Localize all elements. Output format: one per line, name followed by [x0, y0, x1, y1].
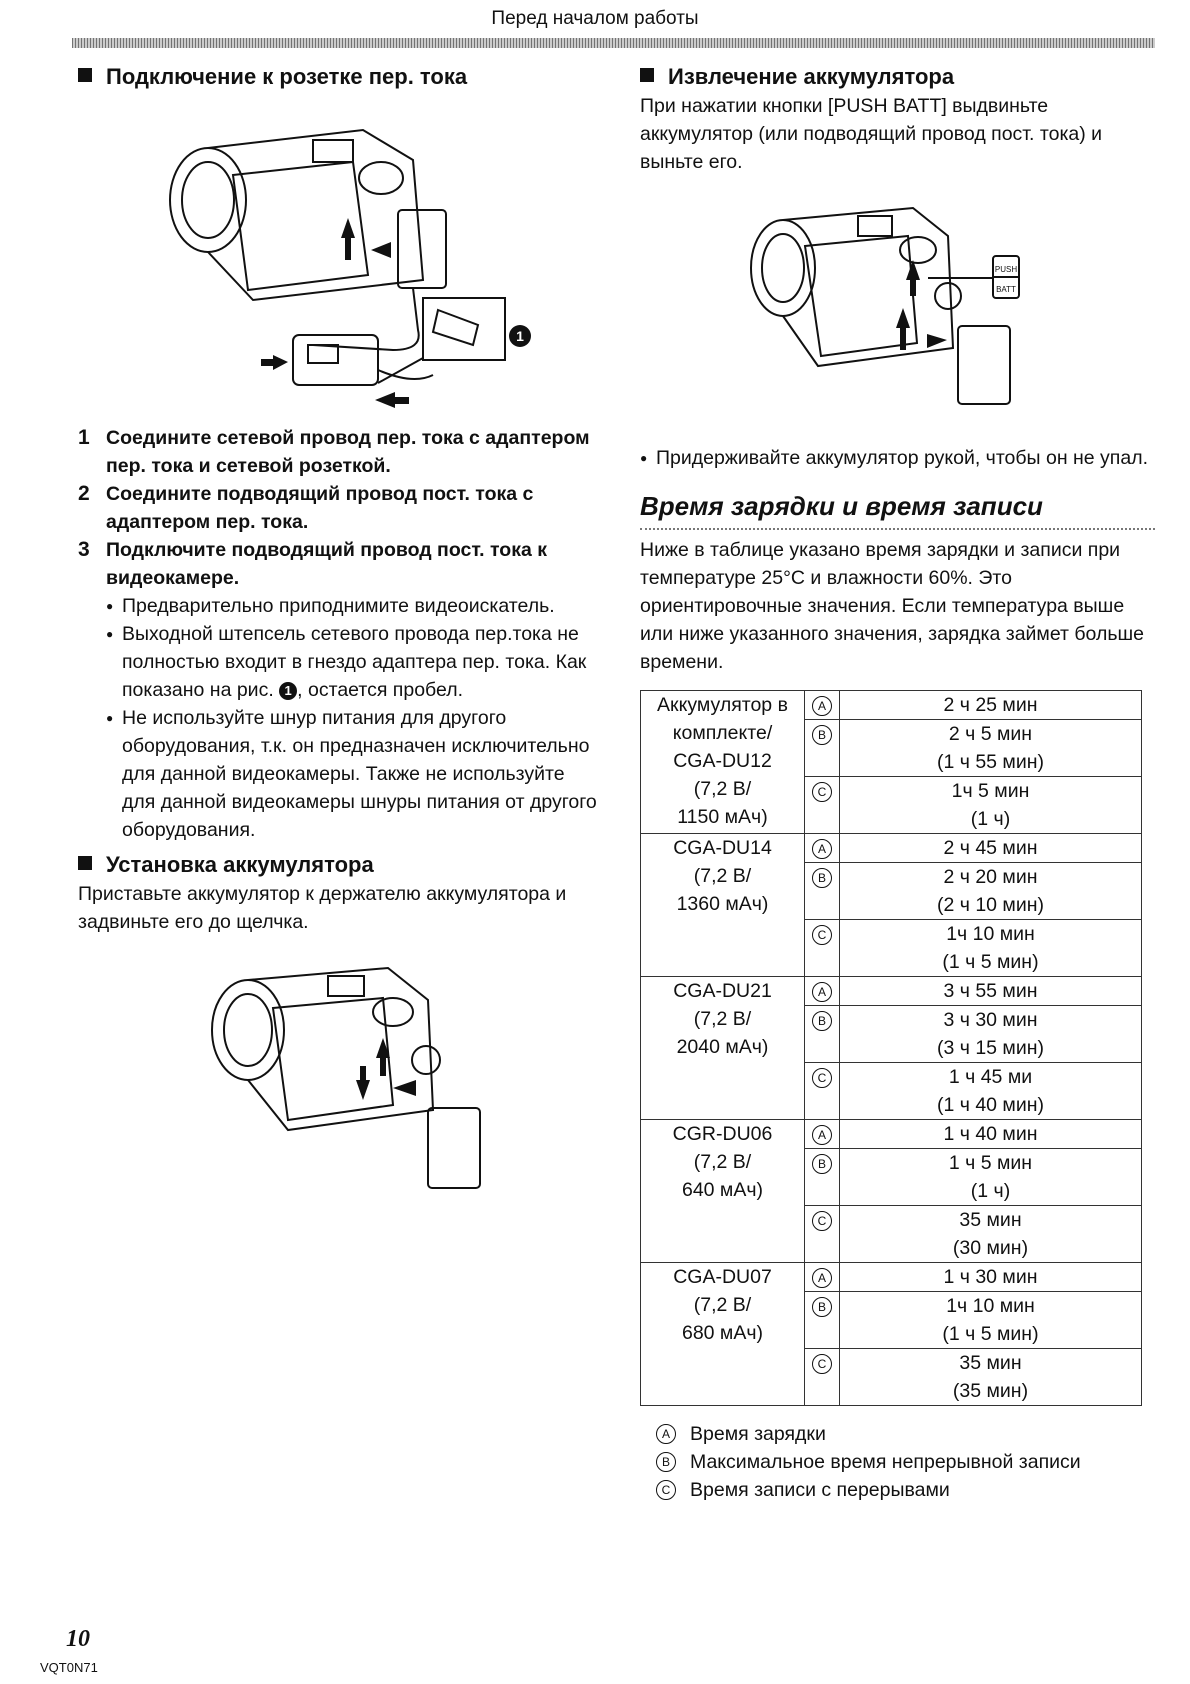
model-line: 680 мАч)	[681, 1322, 764, 1344]
header-rule	[72, 38, 1155, 48]
code-cell	[805, 1063, 840, 1120]
page-header: Перед началом работы	[491, 8, 699, 29]
ac-steps-list	[78, 424, 598, 592]
page-number: 10	[66, 1626, 90, 1652]
time-line: 2 ч 45 мин	[943, 837, 1038, 859]
code-badge: A	[812, 1125, 832, 1145]
legend-item: C Время записи с перерывами	[656, 1476, 1155, 1504]
time-line: 2 ч 20 мин	[943, 866, 1038, 888]
battery-model-cell	[641, 977, 805, 1120]
code-badge: B	[812, 1297, 832, 1317]
model-line: 1150 мАч)	[677, 806, 768, 828]
code-badge: C	[812, 925, 832, 945]
time-line: 35 мин	[959, 1209, 1022, 1231]
table-row	[641, 1120, 1142, 1149]
code-cell	[805, 1206, 840, 1263]
section-rule	[640, 524, 1155, 530]
remove-text: При нажатии кнопки [PUSH BATT] выдвиньте аккумулятор (или подводящий провод пост. тока) и выньте его.	[640, 95, 1103, 173]
code-badge: A	[812, 982, 832, 1002]
table-row	[641, 1263, 1142, 1292]
code-badge: B	[812, 1011, 832, 1031]
time-line: 35 мин	[959, 1352, 1022, 1374]
list-item: ● Не используйте шнур питания для другого оборудования, т.к. он предназначен исключительно для данной видеокамеры. Также не используйте для данной видеокамеры шнуры питания от другого оборудования.	[106, 704, 598, 844]
time-line: 1 ч 40 мин	[943, 1123, 1038, 1145]
time-cell	[840, 834, 1142, 863]
time-cell	[840, 720, 1142, 777]
time-cell	[840, 1206, 1142, 1263]
time-cell	[840, 1292, 1142, 1349]
time-line: (1 ч 55 мин)	[936, 751, 1044, 773]
time-line: (35 мин)	[952, 1380, 1029, 1402]
code-cell	[805, 977, 840, 1006]
time-cell	[840, 777, 1142, 834]
time-line: (1 ч 40 мин)	[936, 1094, 1044, 1116]
code-cell	[805, 863, 840, 920]
model-line: (7,2 В/	[693, 1008, 752, 1030]
time-line: (1 ч)	[970, 808, 1011, 830]
model-line: (7,2 В/	[693, 1294, 752, 1316]
model-line: 1360 мАч)	[676, 893, 769, 915]
batt-label: BATT	[995, 285, 1016, 294]
code-badge: A	[812, 839, 832, 859]
time-line: (1 ч)	[970, 1180, 1011, 1202]
legend-code: A	[656, 1424, 676, 1444]
ac-section-title: Подключение к розетке пер. тока	[78, 62, 598, 92]
time-line: 1ч 5 мин	[951, 780, 1030, 802]
time-line: (3 ч 15 мин)	[936, 1037, 1044, 1059]
time-cell	[840, 1149, 1142, 1206]
model-line: (7,2 В/	[693, 865, 752, 887]
legend-item: B Максимальное время непрерывной записи	[656, 1448, 1155, 1476]
camcorder-ac-illustration	[113, 100, 563, 420]
legend-item: A Время зарядки	[656, 1420, 1155, 1448]
time-line: (1 ч 5 мин)	[942, 951, 1039, 973]
time-line: 3 ч 30 мин	[943, 1009, 1038, 1031]
legend-code: B	[656, 1452, 676, 1472]
time-line: 2 ч 5 мин	[948, 723, 1033, 745]
code-cell	[805, 834, 840, 863]
model-line: (7,2 В/	[693, 778, 752, 800]
table-legend	[656, 1420, 1155, 1504]
left-column	[78, 62, 598, 1190]
time-cell	[840, 1120, 1142, 1149]
model-line: Аккумулятор в	[657, 694, 788, 716]
time-line: 1 ч 5 мин	[948, 1152, 1033, 1174]
code-badge: A	[812, 1268, 832, 1288]
code-badge: A	[812, 696, 832, 716]
time-line: 1 ч 30 мин	[943, 1266, 1038, 1288]
list-item: ● Выходной штепсель сетевого провода пер.тока не полностью входит в гнездо адаптера пер. тока. Как показано на рис. 1 , остается пробел.	[106, 620, 598, 704]
code-badge: B	[812, 725, 832, 745]
code-cell	[805, 920, 840, 977]
time-cell	[840, 920, 1142, 977]
remove-section-title: Извлечение аккумулятора	[640, 62, 1155, 92]
document-code: VQT0N71	[40, 1660, 98, 1675]
code-cell	[805, 1292, 840, 1349]
time-cell	[840, 863, 1142, 920]
battery-model-cell	[641, 1263, 805, 1406]
battery-model-cell	[641, 834, 805, 977]
legend-code: C	[656, 1480, 676, 1500]
code-badge: C	[812, 1211, 832, 1231]
time-cell	[840, 977, 1142, 1006]
code-badge: C	[812, 1068, 832, 1088]
push-label: PUSH	[994, 265, 1017, 274]
time-cell	[840, 1063, 1142, 1120]
time-cell	[840, 691, 1142, 720]
battery-model-cell	[641, 1120, 805, 1263]
time-intro-text: Ниже в таблице указано время зарядки и записи при температуре 25°C и влажности 60%. Это ориентировочные значения. Если температура выше или ниже указанного значения, зарядка займет больше времени.	[640, 539, 1145, 673]
install-text: Приставьте аккумулятор к держателю аккумулятора и задвиньте его до щелчка.	[78, 883, 567, 933]
callout-1-icon: 1	[279, 682, 297, 700]
model-line: CGA-DU14	[673, 837, 772, 859]
code-cell	[805, 691, 840, 720]
table-row	[641, 691, 1142, 720]
code-cell	[805, 1149, 840, 1206]
list-item: 1 Соедините сетевой провод пер. тока с адаптером пер. тока и сетевой розеткой.	[78, 426, 590, 477]
code-badge: C	[812, 782, 832, 802]
right-column	[640, 62, 1155, 1504]
code-cell	[805, 1263, 840, 1292]
model-line: CGR-DU06	[672, 1123, 773, 1145]
code-cell	[805, 720, 840, 777]
battery-model-cell	[641, 691, 805, 834]
square-bullet-icon	[78, 68, 92, 82]
time-cell	[840, 1349, 1142, 1406]
time-section-title: Время зарядки и время записи	[640, 491, 1043, 521]
time-line: 1ч 10 мин	[946, 923, 1035, 945]
square-bullet-icon	[640, 68, 654, 82]
model-line: (7,2 В/	[693, 1151, 752, 1173]
time-cell	[840, 1006, 1142, 1063]
model-line: CGA-DU21	[673, 980, 772, 1002]
ac-adapter-figure	[113, 100, 563, 420]
time-line: 3 ч 55 мин	[943, 980, 1038, 1002]
square-bullet-icon	[78, 856, 92, 870]
time-line: (1 ч 5 мин)	[942, 1323, 1039, 1345]
model-line: CGA-DU12	[673, 750, 772, 772]
time-line: 2 ч 25 мин	[943, 694, 1038, 716]
install-battery-figure	[188, 960, 488, 1190]
model-line: 2040 мАч)	[676, 1036, 769, 1058]
camcorder-install-illustration	[188, 960, 488, 1190]
table-row	[641, 977, 1142, 1006]
model-line: 640 мАч)	[681, 1179, 764, 1201]
time-cell	[840, 1263, 1142, 1292]
code-badge: B	[812, 1154, 832, 1174]
ac-notes-list	[78, 592, 598, 844]
model-line: комплекте/	[672, 722, 773, 744]
list-item: ● Придерживайте аккумулятор рукой, чтобы он не упал.	[640, 444, 1155, 472]
time-line: (2 ч 10 мин)	[936, 894, 1044, 916]
time-line: (30 мин)	[952, 1237, 1029, 1259]
list-item: 3 Подключите подводящий провод пост. тока к видеокамере.	[78, 538, 547, 589]
model-line: CGA-DU07	[673, 1266, 772, 1288]
list-item: ● Предварительно приподнимите видеоискатель.	[106, 592, 598, 620]
time-line: 1 ч 45 ми	[948, 1066, 1033, 1088]
code-badge: C	[812, 1354, 832, 1374]
battery-time-table	[640, 690, 1142, 1406]
code-cell	[805, 777, 840, 834]
code-cell	[805, 1120, 840, 1149]
code-cell	[805, 1349, 840, 1406]
table-row	[641, 834, 1142, 863]
time-line: 1ч 10 мин	[946, 1295, 1035, 1317]
list-item: 2 Соедините подводящий провод пост. тока с адаптером пер. тока.	[78, 482, 534, 533]
code-cell	[805, 1006, 840, 1063]
camcorder-remove-illustration	[733, 198, 1063, 428]
code-badge: B	[812, 868, 832, 888]
install-section-title: Установка аккумулятора	[78, 850, 598, 880]
figure-callout: 1	[516, 328, 524, 344]
remove-notes-list	[640, 444, 1155, 472]
remove-battery-figure	[733, 198, 1063, 428]
